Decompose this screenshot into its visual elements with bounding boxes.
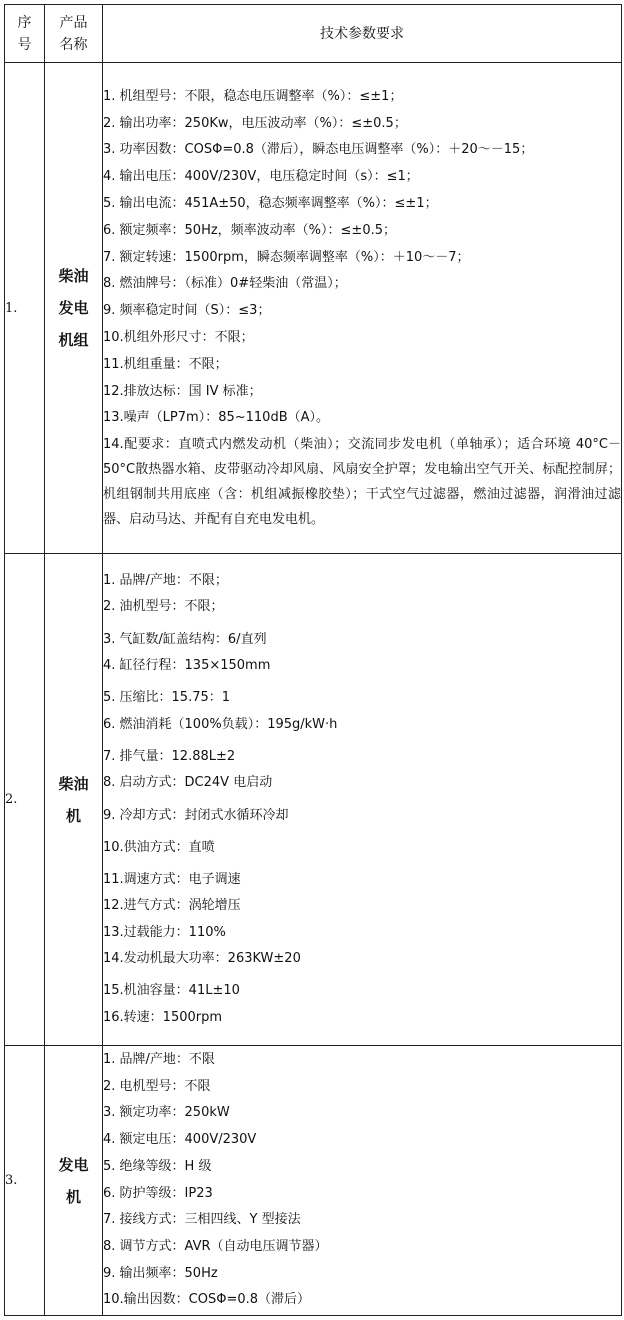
param-line: 7. 接线方式：三相四线、Y 型接法 [103, 1212, 301, 1228]
param-line: 5. 输出电流：451A±50，稳态频率调整率（%）：≤±1； [103, 196, 438, 211]
param-line: 9. 冷却方式：封闭式水循环冷却 [103, 807, 289, 823]
header-no: 序号 [5, 5, 45, 63]
param-line: 7. 排气量：12.88L±2 [103, 748, 236, 764]
param-line: 11.机组重量：不限； [103, 356, 228, 372]
table-row [5, 63, 622, 554]
param-line: 6. 额定频率：50Hz，频率波动率（%）：≤±0.5； [103, 222, 396, 238]
param-line: 1. 机组型号：不限，稳态电压调整率（%）：≤±1； [103, 88, 403, 104]
row-number: 1. [5, 63, 45, 554]
param-line: 7. 额定转速：1500rpm，瞬态频率调整率（%）：＋10～－7； [103, 249, 470, 265]
param-line: 2. 电机型号：不限 [103, 1078, 211, 1094]
table-row [5, 554, 622, 1046]
param-line: 4. 缸径行程：135×150mm [103, 658, 271, 674]
table-row [5, 1046, 622, 1316]
params-cell [103, 63, 622, 554]
param-line: 12.进气方式：涡轮增压 [103, 898, 241, 914]
param-line: 13.过载能力：110% [103, 924, 226, 940]
param-line: 9. 频率稳定时间（S）：≤3； [103, 303, 271, 319]
param-line: 4. 输出电压：400V/230V，电压稳定时间（s）：≤1； [103, 169, 419, 185]
header-params: 技术参数要求 [103, 5, 622, 63]
header-row [5, 5, 622, 63]
param-line: 5. 压缩比：15.75：1 [103, 690, 231, 706]
param-line: 1. 品牌/产地：不限 [103, 1051, 215, 1067]
param-line: 3. 气缸数/缸盖结构：6/直列 [103, 631, 267, 647]
param-line: 2. 油机型号：不限； [103, 599, 224, 615]
param-line: 14.发动机最大功率：263KW±20 [103, 950, 301, 966]
param-line: 6. 防护等级：IP23 [103, 1185, 213, 1201]
param-line: 8. 启动方式：DC24V 电启动 [103, 775, 273, 791]
product-name: 柴油发电机组 [45, 63, 103, 554]
param-line: 1. 品牌/产地：不限； [103, 573, 228, 589]
product-name: 发电机 [45, 1046, 103, 1316]
param-line: 8. 调节方式：AVR（自动电压调节器） [103, 1238, 328, 1254]
param-line: 3. 额定功率：250kW [103, 1105, 230, 1121]
param-line: 9. 输出频率：50Hz [103, 1265, 218, 1281]
param-line: 10.输出因数：COSΦ=0.8（滞后） [103, 1292, 311, 1308]
param-paragraph: 14.配要求：直喷式内燃发动机（柴油）；交流同步发电机（单轴承）；适合环境 40°C－50°C散热器水箱、皮带驱动冷却风扇、风扇安全护罩；发电输出空气开关、标配控制屏；机组钢制共用底座（含：机组减振橡胶垫）；干式空气过滤器，燃油过滤器，润滑油过滤器、启动马达、并配有自充电发电机。 [103, 437, 621, 528]
row-number: 3. [5, 1046, 45, 1316]
params-cell [103, 1046, 622, 1316]
param-line: 10.供油方式：直喷 [103, 839, 215, 855]
param-line: 12.排放达标：国 IV 标准； [103, 383, 262, 399]
param-line: 15.机油容量：41L±10 [103, 983, 240, 999]
param-line: 8. 燃油牌号：（标准）0#轻柴油（常温）； [103, 276, 347, 292]
params-cell [103, 554, 622, 1046]
header-name: 产品名称 [45, 5, 103, 63]
row-number: 2. [5, 554, 45, 1046]
param-line: 10.机组外形尺寸：不限； [103, 329, 254, 345]
param-line: 2. 输出功率：250Kw，电压波动率（%）：≤±0.5； [103, 115, 407, 131]
param-line: 16.转速：1500rpm [103, 1009, 223, 1025]
param-line: 13.噪声（LP7m）：85~110dB（A）。 [103, 410, 330, 426]
param-line: 11.调速方式：电子调速 [103, 872, 241, 888]
spec-table [4, 4, 622, 1316]
param-line: 3. 功率因数：COSΦ=0.8（滞后），瞬态电压调整率（%）：＋20～－15； [103, 142, 534, 158]
product-name: 柴油机 [45, 554, 103, 1046]
param-line: 4. 额定电压：400V/230V [103, 1132, 257, 1148]
param-line: 6. 燃油消耗（100%负载）：195g/kW·h [103, 716, 338, 732]
param-line: 5. 绝缘等级：H 级 [103, 1158, 212, 1174]
